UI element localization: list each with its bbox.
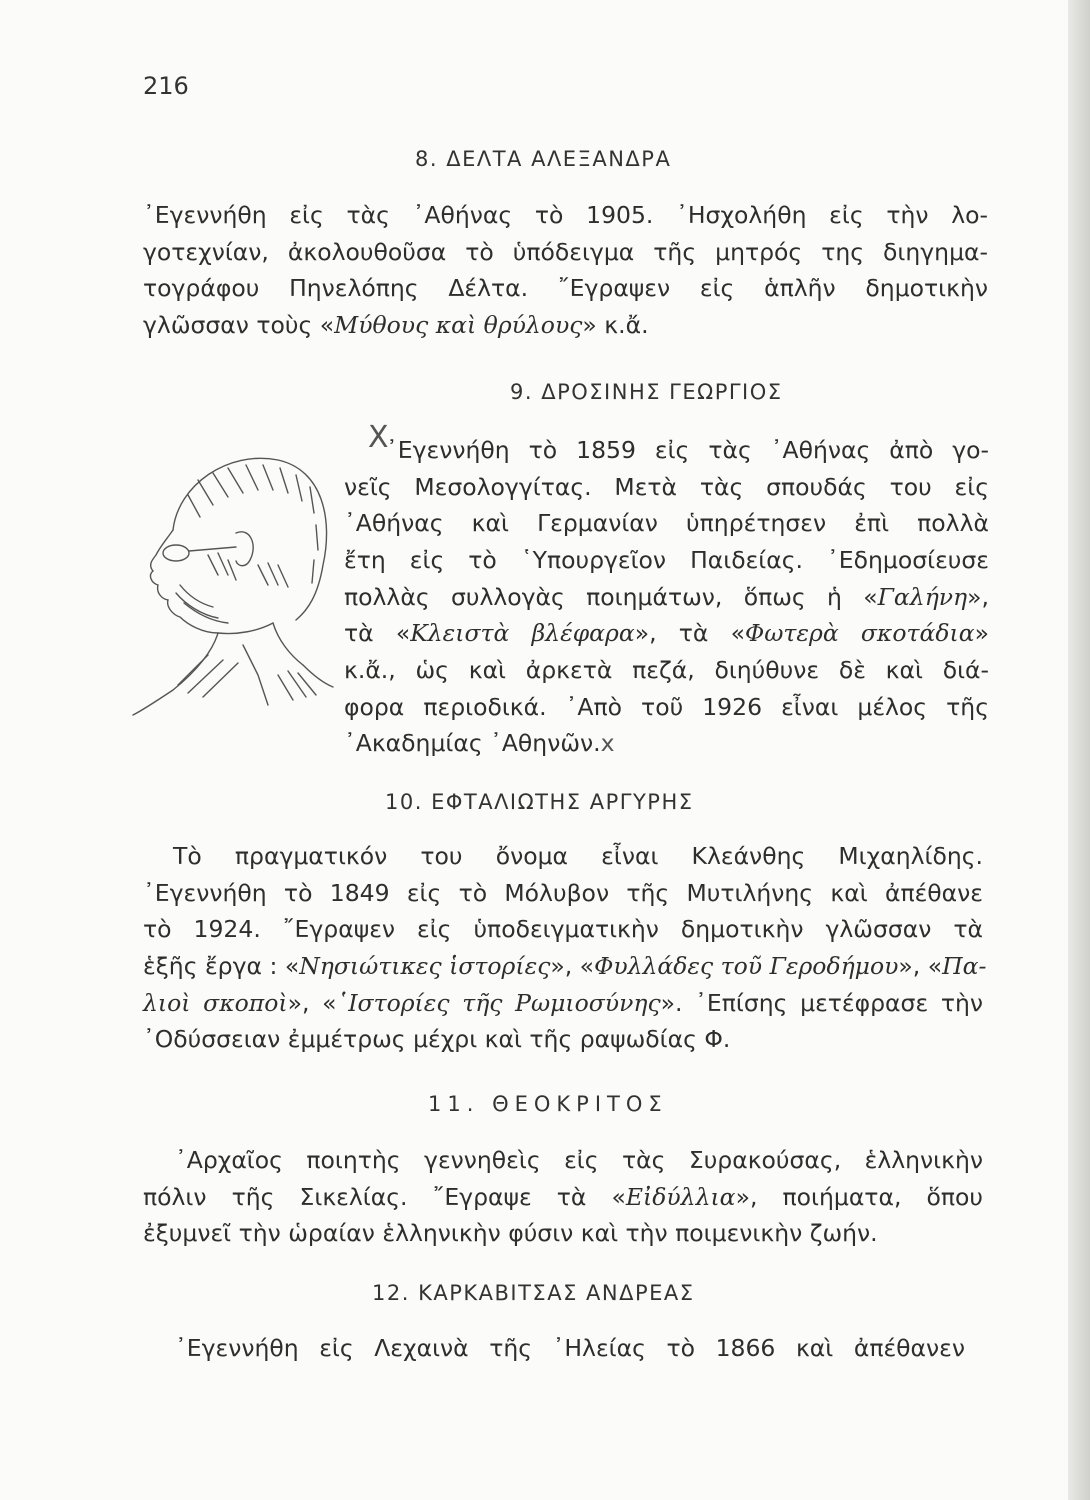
text-line: [143, 1179, 983, 1216]
text-run: γλῶσσαν τοὺς «: [143, 310, 335, 339]
text-run: », ποιήματα, ὅπου: [735, 1182, 984, 1211]
book-title: Φυλλάδες τοῦ Γεροδήμου: [594, 951, 899, 980]
text-run: », «: [287, 988, 337, 1017]
text-run: ᾿Ακαδημίας ᾿Αθηνῶν.: [344, 729, 601, 758]
text-line: [143, 948, 987, 985]
text-run: » κ.ἄ.: [582, 310, 649, 339]
text-line: [344, 615, 989, 652]
book-title: ῾Ιστορίες τῆς Ρωμιοσύνης: [336, 988, 661, 1017]
text-line: ἔτη εἰς τὸ ῾Υπουργεῖον Παιδείας. ᾿Εδημοσίευσε: [344, 545, 989, 574]
text-line: ᾿Αρχαῖος ποιητὴς γεννηθεὶς εἰς τὰς Συρακούσας, ἑλληνικὴν: [175, 1146, 983, 1174]
section-12-text: [175, 1330, 965, 1367]
section-11-text: [143, 1142, 983, 1252]
text-run: », τὰ «: [634, 619, 745, 648]
text-line: [143, 985, 983, 1022]
text-line: φορα περιοδικά. ᾿Απὸ τοῦ 1926 εἶναι μέλος τῆς: [344, 692, 989, 721]
text-line: ᾿Οδύσσειαν ἐμμέτρως μέχρι καὶ τῆς ραψωδίας Φ.: [143, 1025, 731, 1054]
text-line: ᾿Εγεννήθη τὸ 1859 εἰς τὰς ᾿Αθήνας ἀπὸ γο-: [386, 436, 989, 464]
text-line: νεῖς Μεσολογγίτας. Μετὰ τὰς σπουδάς του εἰς: [344, 472, 989, 501]
book-title: Μύθους καὶ θρύλους: [334, 310, 583, 339]
text-line: Τὸ πραγματικόν του ὄνομα εἶναι Κλεάνθης Μιχαηλίδης.: [173, 842, 983, 870]
section-9-text: [344, 432, 989, 762]
text-run: »: [974, 619, 989, 648]
handwritten-mark: X: [368, 420, 389, 455]
text-run: », «: [550, 951, 595, 980]
section-11-heading: 11. ΘΕΟΚΡΙΤΟΣ: [428, 1092, 668, 1116]
text-line: ᾿Εγεννήθη τὸ 1849 εἰς τὸ Μόλυβον τῆς Μυτιλήνης καὶ ἀπέθανε: [143, 878, 983, 907]
text-line: ἐξυμνεῖ τὴν ὡραίαν ἑλληνικὴν φύσιν καὶ τὴν ποιμενικὴν ζωήν.: [143, 1219, 878, 1248]
text-run: πολλὰς συλλογὰς ποιημάτων, ὅπως ἡ «: [344, 582, 878, 611]
text-line: τογράφου Πηνελόπης Δέλτα. ῎Εγραψεν εἰς ἁπλῆν δημοτικὴν: [143, 274, 988, 303]
book-title: Εἰδύλλια: [625, 1182, 736, 1211]
section-10-heading: 10. ΕΦΤΑΛΙΩΤΗΣ ΑΡΓΥΡΗΣ: [385, 790, 694, 814]
book-title: Γαλήνη: [877, 582, 968, 611]
portrait-sketch-icon: [118, 435, 343, 720]
text-line: [344, 725, 989, 762]
text-run: πόλιν τῆς Σικελίας. ῎Εγραψε τὰ «: [143, 1182, 626, 1211]
text-line: κ.ἄ., ὡς καὶ ἀρκετὰ πεζά, διηύθυνε δὲ καὶ διά-: [344, 655, 989, 684]
text-line: ᾿Εγεννήθη εἰς τὰς ᾿Αθήνας τὸ 1905. ᾿Ησχολήθη εἰς τὴν λο-: [143, 201, 988, 229]
book-title: Φωτερὰ σκοτάδια: [744, 619, 975, 648]
section-8-heading: 8. ΔΕΛΤΑ ΑΛΕΞΑΝΔΡΑ: [415, 147, 672, 171]
page-edge: [1068, 0, 1090, 1500]
text-line: ᾿Αθήνας καὶ Γερμανίαν ὑπηρέτησεν ἐπὶ πολλὰ: [344, 509, 989, 538]
book-title: Νησιώτικες ἱστορίες: [299, 951, 551, 980]
text-line: τὸ 1924. ῎Εγραψεν εἰς ὑποδειγματικὴν δημοτικὴν γλῶσσαν τὰ: [143, 915, 983, 944]
text-line: γοτεχνίαν, ἀκολουθοῦσα τὸ ὑπόδειγμα τῆς μητρός της διηγημα-: [143, 237, 988, 266]
text-line: [344, 579, 989, 616]
book-title: λιοὶ σκοποὶ: [143, 988, 288, 1017]
handwritten-mark: x: [600, 729, 615, 758]
text-run: ». ᾿Επίσης μετέφρασε τὴν: [660, 988, 984, 1017]
text-line: [143, 307, 988, 344]
page-number: 216: [143, 72, 189, 100]
text-run: ἑξῆς ἔργα : «: [143, 951, 300, 980]
section-9-heading: 9. ΔΡΟΣΙΝΗΣ ΓΕΩΡΓΙΟΣ: [510, 380, 783, 404]
section-8-text: [143, 197, 988, 344]
section-10-text: [143, 838, 987, 1058]
text-run: »,: [967, 582, 989, 611]
book-title: Κλειστὰ βλέφαρα: [410, 619, 635, 648]
text-run: », «: [898, 951, 943, 980]
section-12-heading: 12. ΚΑΡΚΑΒΙΤΣΑΣ ΑΝΔΡΕΑΣ: [372, 1281, 695, 1305]
text-line: ᾿Εγεννήθη εἰς Λεχαινὰ τῆς ᾿Ηλείας τὸ 1866 καὶ ἀπέθανεν: [175, 1334, 965, 1362]
text-run: τὰ «: [344, 619, 411, 648]
book-title: Πα-: [942, 951, 987, 980]
